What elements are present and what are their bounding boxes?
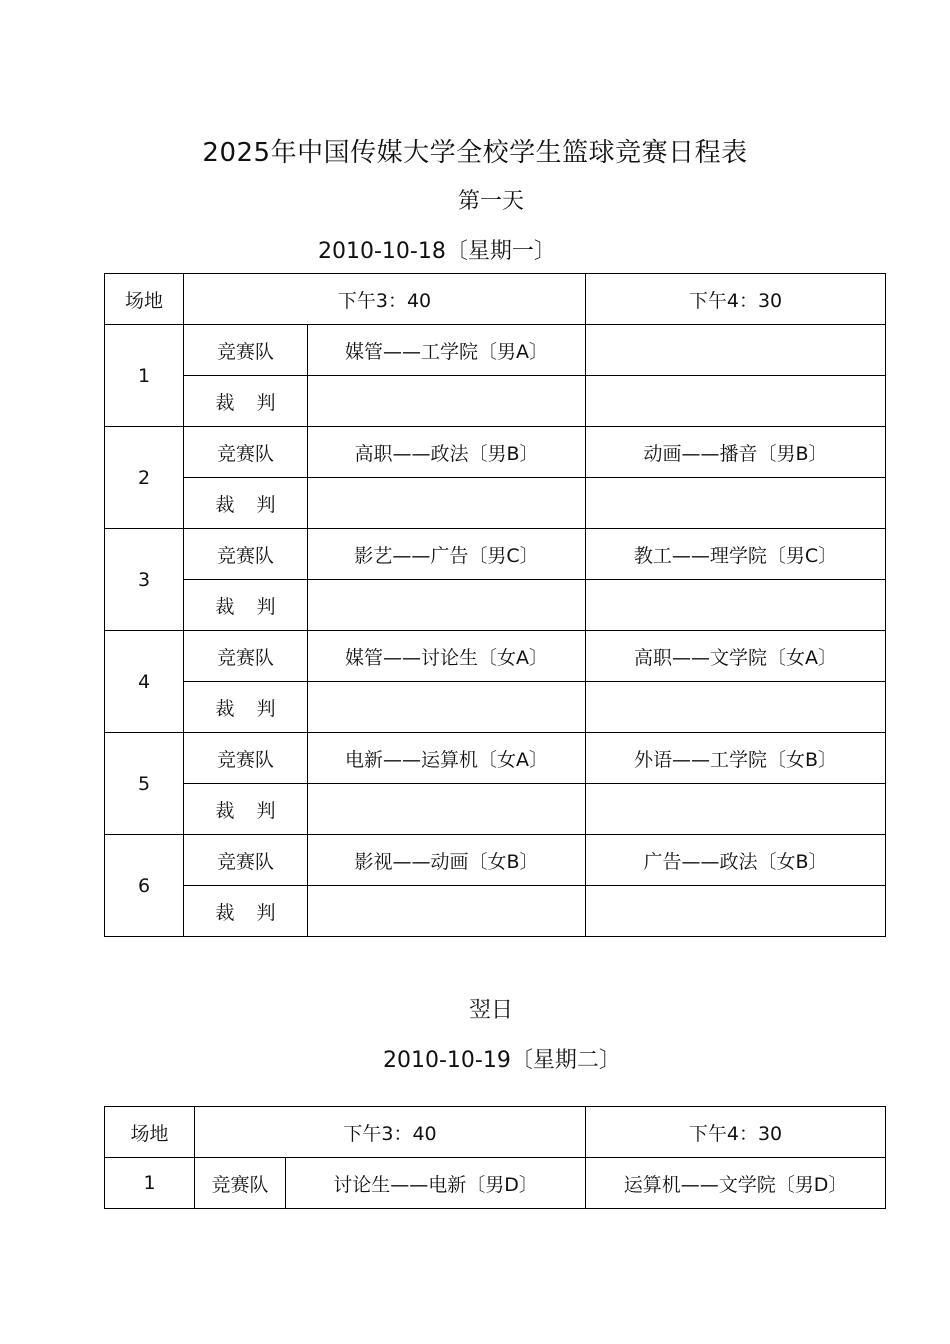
- venue-number: 6: [105, 835, 184, 937]
- game-slot2: [586, 325, 886, 376]
- game-slot2: 动画——播音〔男B〕: [586, 427, 886, 478]
- day1-schedule-table: [104, 273, 886, 937]
- game-slot1: 媒管——讨论生〔女A〕: [308, 631, 586, 682]
- day2-date: 2010-10-19〔星期二〕: [383, 1048, 621, 1073]
- slot2-header: 下午4：30: [586, 274, 886, 325]
- referee-slot1: [308, 784, 586, 835]
- team-label: 竞赛队: [184, 529, 308, 580]
- game-slot2: 广告——政法〔女B〕: [586, 835, 886, 886]
- team-row: [105, 733, 886, 784]
- venue-header: 场地: [105, 1107, 195, 1158]
- referee-row: [105, 580, 886, 631]
- referee-slot2: [586, 580, 886, 631]
- venue-number: 5: [105, 733, 184, 835]
- venue-number: 2: [105, 427, 184, 529]
- referee-slot1: [308, 682, 586, 733]
- team-row: [105, 529, 886, 580]
- game-slot1: 影视——动画〔女B〕: [308, 835, 586, 886]
- team-row: [105, 1158, 886, 1209]
- team-label: 竞赛队: [195, 1158, 286, 1209]
- referee-slot2: [586, 682, 886, 733]
- game-slot2: 高职——文学院〔女A〕: [586, 631, 886, 682]
- referee-row: [105, 682, 886, 733]
- header-row: [105, 1107, 886, 1158]
- referee-label: 裁 判: [184, 376, 308, 427]
- referee-row: [105, 478, 886, 529]
- referee-slot1: [308, 580, 586, 631]
- game-slot2: 外语——工学院〔女B〕: [586, 733, 886, 784]
- day1-date: 2010-10-18〔星期一〕: [318, 239, 556, 264]
- referee-slot2: [586, 886, 886, 937]
- team-row: [105, 631, 886, 682]
- referee-slot1: [308, 886, 586, 937]
- game-slot1: 影艺——广告〔男C〕: [308, 529, 586, 580]
- referee-slot2: [586, 784, 886, 835]
- team-label: 竞赛队: [184, 427, 308, 478]
- game-slot1: 媒管——工学院〔男A〕: [308, 325, 586, 376]
- team-label: 竞赛队: [184, 733, 308, 784]
- referee-label: 裁 判: [184, 784, 308, 835]
- day2-heading: 翌日: [468, 998, 513, 1023]
- venue-number: 1: [105, 1158, 195, 1209]
- referee-slot1: [308, 376, 586, 427]
- game-slot2: 教工——理学院〔男C〕: [586, 529, 886, 580]
- header-row: [105, 274, 886, 325]
- team-label: 竞赛队: [184, 631, 308, 682]
- referee-label: 裁 判: [184, 580, 308, 631]
- team-row: [105, 325, 886, 376]
- day2-schedule-table: [104, 1106, 886, 1209]
- referee-row: [105, 376, 886, 427]
- day1-heading: 第一天: [457, 189, 524, 214]
- referee-label: 裁 判: [184, 478, 308, 529]
- venue-header: 场地: [105, 274, 184, 325]
- team-label: 竞赛队: [184, 325, 308, 376]
- referee-slot2: [586, 376, 886, 427]
- referee-row: [105, 886, 886, 937]
- team-row: [105, 835, 886, 886]
- game-slot1: 讨论生——电新〔男D〕: [286, 1158, 586, 1209]
- venue-number: 3: [105, 529, 184, 631]
- referee-row: [105, 784, 886, 835]
- slot1-header: 下午3：40: [184, 274, 586, 325]
- referee-slot2: [586, 478, 886, 529]
- referee-slot1: [308, 478, 586, 529]
- slot1-header: 下午3：40: [195, 1107, 586, 1158]
- game-slot1: 高职——政法〔男B〕: [308, 427, 586, 478]
- referee-label: 裁 判: [184, 886, 308, 937]
- venue-number: 4: [105, 631, 184, 733]
- team-label: 竞赛队: [184, 835, 308, 886]
- venue-number: 1: [105, 325, 184, 427]
- team-row: [105, 427, 886, 478]
- referee-label: 裁 判: [184, 682, 308, 733]
- game-slot1: 电新——运算机〔女A〕: [308, 733, 586, 784]
- slot2-header: 下午4：30: [586, 1107, 886, 1158]
- game-slot2: 运算机——文学院〔男D〕: [586, 1158, 886, 1209]
- page-title: 2025年中国传媒大学全校学生篮球竞赛日程表: [202, 138, 748, 168]
